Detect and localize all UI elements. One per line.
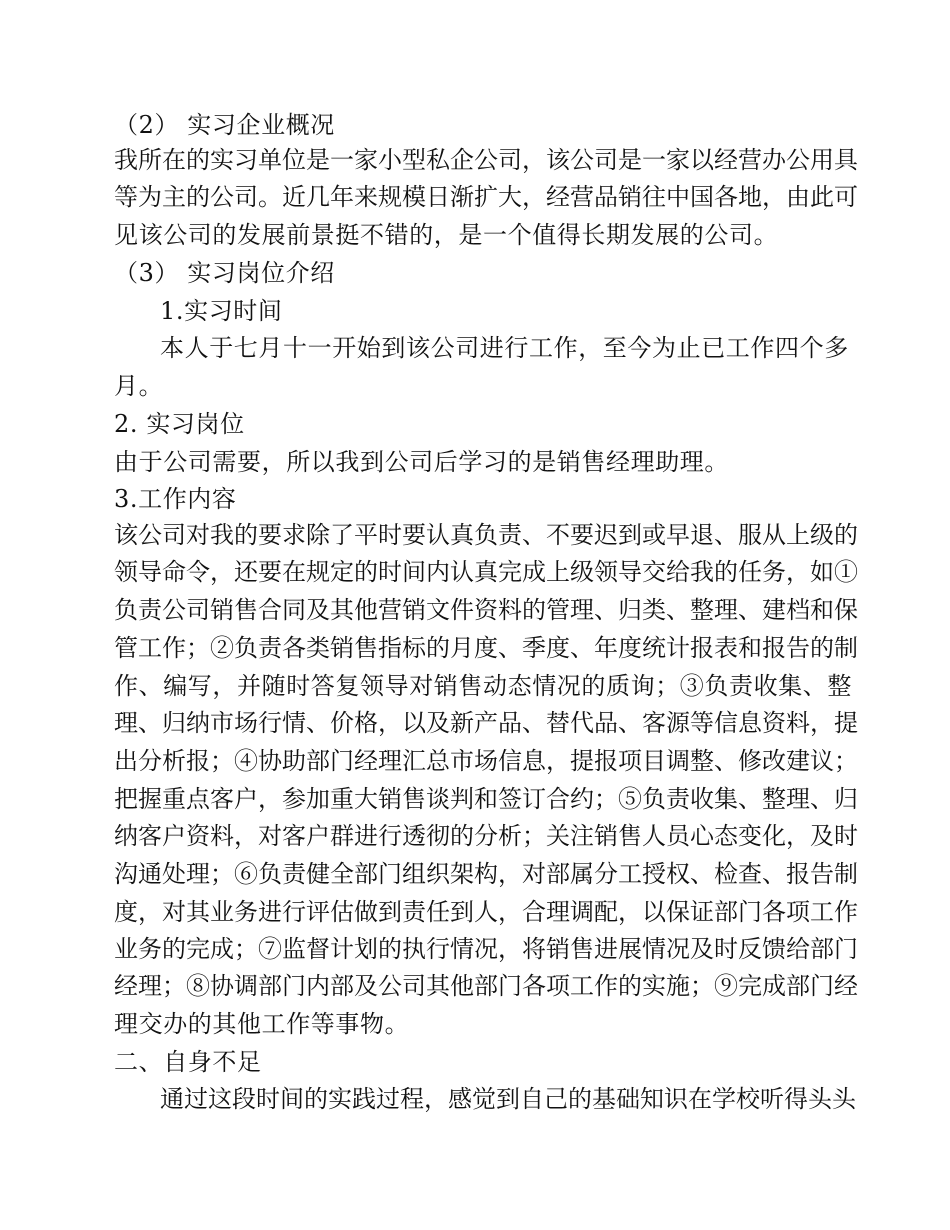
paragraph-line: 月。 — [114, 372, 164, 400]
paragraph-line: 等为主的公司。近几年来规模日渐扩大，经营品销往中国各地，由此可 — [114, 183, 858, 211]
subsection-heading: 1.实习时间 — [160, 297, 283, 325]
paragraph-line: 把握重点客户，参加重大销售谈判和签订合约；⑤负责收集、整理、归 — [114, 785, 858, 813]
paragraph-line: 管工作；②负责各类销售指标的月度、季度、年度统计报表和报告的制 — [114, 634, 858, 662]
paragraph-line: 负责公司销售合同及其他营销文件资料的管理、归类、整理、建档和保 — [114, 596, 858, 624]
paragraph-line: 该公司对我的要求除了平时要认真负责、不要迟到或早退、服从上级的 — [114, 521, 858, 549]
paragraph-line: 度，对其业务进行评估做到责任到人，合理调配，以保证部门各项工作 — [114, 898, 858, 926]
subsection-heading: 3.工作内容 — [114, 485, 237, 513]
paragraph-line: 理、归纳市场行情、价格，以及新产品、替代品、客源等信息资料，提 — [114, 709, 858, 737]
paragraph-line: 见该公司的发展前景挺不错的，是一个值得长期发展的公司。 — [114, 221, 779, 249]
paragraph-line: 由于公司需要，所以我到公司后学习的是销售经理助理。 — [114, 448, 729, 476]
paragraph-line: 出分析报；④协助部门经理汇总市场信息，提报项目调整、修改建议； — [114, 747, 858, 775]
section-heading: （3） 实习岗位介绍 — [114, 259, 335, 287]
paragraph-line: 业务的完成；⑦监督计划的执行情况，将销售进展情况及时反馈给部门 — [114, 935, 858, 963]
paragraph-line: 本人于七月十一开始到该公司进行工作，至今为止已工作四个多 — [160, 334, 849, 362]
paragraph-line: 作、编写，并随时答复领导对销售动态情况的质询；③负责收集、整 — [114, 672, 852, 700]
paragraph-line: 纳客户资料，对客户群进行透彻的分析；关注销售人员心态变化，及时 — [114, 822, 858, 850]
paragraph-line: 经理；⑧协调部门内部及公司其他部门各项工作的实施；⑨完成部门经 — [114, 972, 858, 1000]
paragraph-line: 理交办的其他工作等事物。 — [114, 1010, 410, 1038]
section-heading: 二、自身不足 — [114, 1048, 262, 1076]
paragraph-line: 沟通处理；⑥负责健全部门组织架构，对部属分工授权、检查、报告制 — [114, 860, 858, 888]
paragraph-line: 通过这段时间的实践过程，感觉到自己的基础知识在学校听得头头 — [160, 1085, 856, 1113]
paragraph-line: 领导命令，还要在规定的时间内认真完成上级领导交给我的任务，如① — [114, 558, 858, 586]
paragraph-line: 我所在的实习单位是一家小型私企公司，该公司是一家以经营办公用具 — [114, 146, 858, 174]
subsection-heading: 2. 实习岗位 — [114, 410, 245, 438]
section-heading: （2） 实习企业概况 — [114, 111, 335, 139]
